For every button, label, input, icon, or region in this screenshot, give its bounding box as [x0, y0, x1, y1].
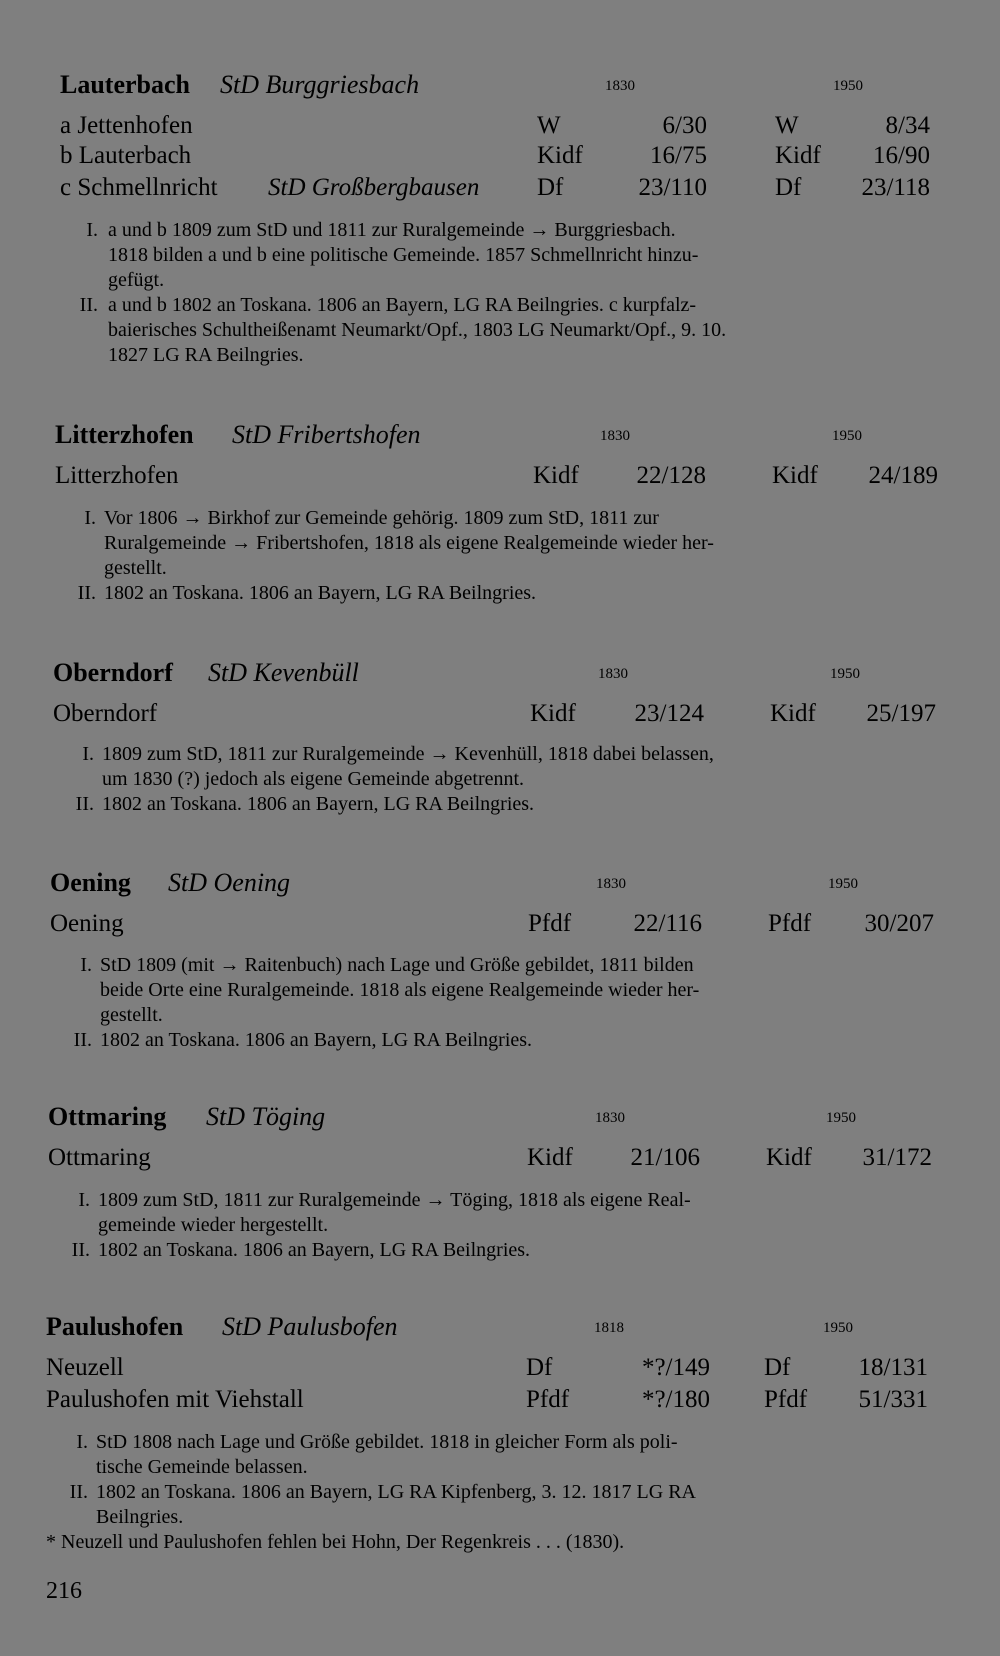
place-count-1830: 16/75 [650, 142, 707, 169]
place-name: b Lauterbach [60, 142, 192, 169]
note-label: I. [84, 507, 96, 529]
note-line: tische Gemeinde belassen. [96, 1456, 308, 1478]
note-line: StD 1808 nach Lage und Größe gebildet. 1818 in gleicher Form als poli- [96, 1431, 678, 1453]
note-label: I. [78, 1189, 90, 1211]
place-type-1950: Kidf [775, 142, 821, 169]
place-count-1950: 16/90 [873, 142, 930, 169]
entry-notes [0, 218, 1000, 368]
place-count-1830: 21/106 [630, 1144, 700, 1171]
footnote: * Neuzell und Paulushofen fehlen bei Hohn, Der Regenkreis . . . (1830). [46, 1531, 625, 1553]
place-count-1830: 23/124 [634, 700, 704, 727]
place-row [0, 112, 1000, 144]
entry-steuerdistrikt: StD Töging [206, 1102, 326, 1131]
place-count-1830: *?/180 [641, 1386, 710, 1413]
note-line: beide Orte eine Ruralgemeinde. 1818 als eigene Realgemeinde wieder her- [100, 979, 700, 1001]
note-label: II. [77, 582, 96, 604]
entry-steuerdistrikt: StD Fribertshofen [232, 420, 421, 449]
entry-title: Litterzhofen [55, 420, 194, 449]
note-line: gemeinde wieder hergestellt. [98, 1214, 329, 1236]
note-line: 1802 an Toskana. 1806 an Bayern, LG RA Beilngries. [104, 582, 537, 604]
place-row [0, 174, 1000, 206]
note-item [0, 506, 1000, 581]
note-label: II. [79, 294, 98, 316]
entry-notes [0, 742, 1000, 817]
place-type-1830: Kidf [527, 1144, 573, 1171]
place-type-1950: Df [764, 1354, 791, 1381]
place-count-1950: 30/207 [864, 910, 934, 937]
note-label: II. [69, 1481, 88, 1503]
place-type-1830: Pfdf [526, 1386, 570, 1413]
place-name: Paulushofen mit Viehstall [46, 1386, 304, 1413]
place-name: Litterzhofen [55, 462, 179, 489]
note-line: 1818 bilden a und b eine politische Gemeinde. 1857 Schmellnricht hinzu- [108, 244, 699, 266]
place-count-1950: 51/331 [858, 1386, 928, 1413]
note-line: Ruralgemeinde → Fribertshofen, 1818 als eigene Realgemeinde wieder her- [104, 532, 714, 554]
entry-notes [0, 1188, 1000, 1263]
place-name: c Schmellnricht [60, 174, 218, 201]
place-name: Ottmaring [48, 1144, 151, 1171]
place-name: Oberndorf [53, 700, 158, 727]
place-steuerdistrikt: StD Großbergbausen [268, 174, 480, 201]
entry-header [0, 70, 1000, 110]
place-count-1830: *?/149 [641, 1354, 710, 1381]
place-count-1830: 22/128 [636, 462, 706, 489]
place-type-1950: Kidf [772, 462, 818, 489]
note-label: I. [86, 219, 98, 241]
place-count-1950: 23/118 [861, 174, 930, 201]
place-row [0, 142, 1000, 174]
place-count-1950: 31/172 [862, 1144, 932, 1171]
note-line: baierisches Schultheißenamt Neumarkt/Opf., 1803 LG Neumarkt/Opf., 9. 10. [108, 319, 727, 341]
note-line: 1802 an Toskana. 1806 an Bayern, LG RA Beilngries. [98, 1239, 531, 1261]
note-line: 1809 zum StD, 1811 zur Ruralgemeinde → Töging, 1818 als eigene Real- [98, 1189, 691, 1211]
place-row [0, 910, 1000, 942]
place-row [0, 1386, 1000, 1418]
entry-steuerdistrikt: StD Burggriesbach [220, 70, 420, 99]
entry-notes [0, 1430, 1000, 1530]
note-label: I. [82, 743, 94, 765]
place-row [0, 1144, 1000, 1176]
note-line: Vor 1806 → Birkhof zur Gemeinde gehörig. 1809 zum StD, 1811 zur [104, 507, 659, 529]
place-count-1950: 18/131 [858, 1354, 928, 1381]
entry-title: Lauterbach [60, 70, 190, 99]
place-type-1830: Kidf [537, 142, 583, 169]
year-column-1: 1830 [600, 428, 630, 444]
entry-header [0, 1312, 1000, 1352]
place-count-1950: 25/197 [866, 700, 936, 727]
note-label: II. [71, 1239, 90, 1261]
place-type-1830: Pfdf [528, 910, 572, 937]
entry-title: Oening [50, 868, 131, 897]
note-item [0, 742, 1000, 792]
entry-header [0, 658, 1000, 698]
note-item [0, 293, 1000, 368]
place-count-1830: 6/30 [662, 112, 707, 139]
entry-notes [0, 953, 1000, 1053]
place-name: Neuzell [46, 1354, 124, 1381]
year-column-2: 1950 [823, 1320, 853, 1336]
note-line: gestellt. [104, 557, 167, 579]
place-type-1830: Df [537, 174, 564, 201]
year-column-1: 1830 [605, 78, 635, 94]
place-type-1830: Kidf [530, 700, 576, 727]
entry-header [0, 868, 1000, 908]
note-line: 1802 an Toskana. 1806 an Bayern, LG RA Beilngries. [100, 1029, 533, 1051]
entry-title: Ottmaring [48, 1102, 167, 1131]
entry-header [0, 420, 1000, 460]
note-item [0, 953, 1000, 1028]
place-name: Oening [50, 910, 124, 937]
note-item [0, 581, 1000, 606]
place-row [0, 700, 1000, 732]
year-column-1: 1818 [594, 1320, 624, 1336]
place-count-1830: 22/116 [633, 910, 702, 937]
place-count-1950: 24/189 [868, 462, 938, 489]
place-row [0, 462, 1000, 494]
year-column-1: 1830 [595, 1110, 625, 1126]
entry-steuerdistrikt: StD Paulusbofen [222, 1312, 398, 1341]
entry-title: Paulushofen [46, 1312, 184, 1341]
note-line: 1827 LG RA Beilngries. [108, 344, 304, 366]
note-line: Beilngries. [96, 1506, 184, 1528]
note-line: 1802 an Toskana. 1806 an Bayern, LG RA Beilngries. [102, 793, 535, 815]
place-type-1950: Df [775, 174, 802, 201]
note-item [0, 218, 1000, 293]
place-type-1830: W [537, 112, 561, 139]
note-line: StD 1809 (mit → Raitenbuch) nach Lage und Größe gebildet, 1811 bilden [100, 954, 694, 976]
entry-title: Oberndorf [53, 658, 173, 687]
note-item [0, 792, 1000, 817]
place-type-1950: Pfdf [768, 910, 812, 937]
place-type-1950: Kidf [766, 1144, 812, 1171]
note-label: I. [76, 1431, 88, 1453]
note-line: 1802 an Toskana. 1806 an Bayern, LG RA Kipfenberg, 3. 12. 1817 LG RA [96, 1481, 696, 1503]
note-item [0, 1188, 1000, 1238]
place-type-1830: Kidf [533, 462, 579, 489]
entry-steuerdistrikt: StD Kevenbüll [208, 658, 359, 687]
note-line: gestellt. [100, 1004, 163, 1026]
year-column-2: 1950 [832, 428, 862, 444]
year-column-2: 1950 [833, 78, 863, 94]
place-name: a Jettenhofen [60, 112, 193, 139]
place-count-1830: 23/110 [638, 174, 707, 201]
note-item [0, 1480, 1000, 1530]
entry-notes [0, 506, 1000, 606]
place-type-1950: Kidf [770, 700, 816, 727]
entry-steuerdistrikt: StD Oening [168, 868, 291, 897]
entry-header [0, 1102, 1000, 1142]
place-row [0, 1354, 1000, 1386]
note-line: a und b 1802 an Toskana. 1806 an Bayern, LG RA Beilngries. c kurpfalz- [108, 294, 697, 316]
year-column-2: 1950 [830, 666, 860, 682]
year-column-1: 1830 [596, 876, 626, 892]
note-line: um 1830 (?) jedoch als eigene Gemeinde abgetrennt. [102, 768, 525, 790]
note-line: a und b 1809 zum StD und 1811 zur Ruralgemeinde → Burggriesbach. [108, 219, 676, 241]
note-item [0, 1430, 1000, 1480]
place-type-1950: Pfdf [764, 1386, 808, 1413]
note-line: gefügt. [108, 269, 165, 291]
note-label: I. [80, 954, 92, 976]
page-number: 216 [46, 1578, 82, 1604]
year-column-2: 1950 [826, 1110, 856, 1126]
year-column-2: 1950 [828, 876, 858, 892]
note-item [0, 1238, 1000, 1263]
place-count-1950: 8/34 [885, 112, 930, 139]
note-line: 1809 zum StD, 1811 zur Ruralgemeinde → Kevenhüll, 1818 dabei belassen, [102, 743, 714, 765]
note-item [0, 1028, 1000, 1053]
place-type-1830: Df [526, 1354, 553, 1381]
place-type-1950: W [775, 112, 799, 139]
year-column-1: 1830 [598, 666, 628, 682]
note-label: II. [75, 793, 94, 815]
note-label: II. [73, 1029, 92, 1051]
